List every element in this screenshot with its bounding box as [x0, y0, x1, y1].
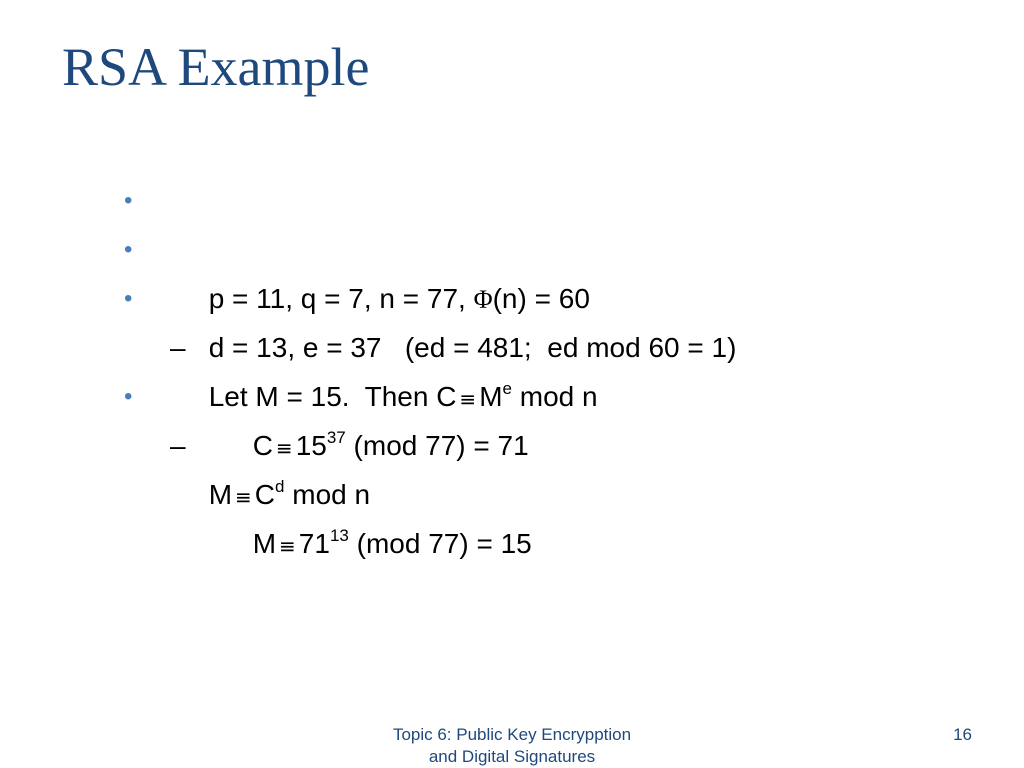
power-exponent: e: [502, 378, 512, 398]
slide-footer: [352, 724, 672, 768]
congruence-symbol: ≡: [279, 534, 296, 558]
sub-bullet-text: (mod 77) = 15: [348, 528, 532, 559]
power-base: 15: [295, 430, 327, 461]
bullet-text: (n) = 60: [492, 283, 590, 314]
bullet-list: [120, 176, 980, 559]
bullet-dot: •: [124, 187, 133, 214]
congruence-symbol: ≡: [459, 387, 477, 411]
sub-bullet-dash: –: [170, 332, 186, 363]
power-exponent: d: [275, 476, 285, 496]
power-base: 71: [298, 528, 330, 559]
congruence-symbol: ≡: [235, 485, 252, 509]
sub-bullet-dash: –: [170, 430, 186, 461]
footer-line-2: and Digital Signatures: [428, 747, 596, 766]
bullet-text: mod n: [511, 381, 598, 412]
bullet-text: M: [208, 479, 233, 510]
bullet-text: d = 13, e = 37 (ed = 481; ed mod 60 = 1): [208, 332, 737, 363]
congruence-symbol: ≡: [275, 436, 293, 460]
sub-bullet-text: (mod 77) = 71: [345, 430, 529, 461]
power-base: M: [479, 381, 503, 412]
bullet-text: Let M = 15. Then C: [208, 381, 457, 412]
bullet-dot: •: [124, 285, 133, 312]
bullet-text: p = 11, q = 7, n = 77,: [208, 283, 474, 314]
bullet-item-primes: [120, 176, 980, 314]
footer-line-1: Topic 6: Public Key Encrypption: [392, 725, 632, 744]
power-exponent: 37: [326, 427, 346, 447]
sub-bullet-text: M: [252, 528, 277, 559]
bullet-dot: •: [124, 236, 133, 263]
slide-number: 16: [953, 725, 972, 744]
bullet-dot: •: [124, 383, 133, 410]
slide-title: RSA Example: [62, 37, 370, 97]
sub-bullet-text: C: [252, 430, 273, 461]
power-exponent: 13: [329, 525, 349, 545]
power-base: C: [254, 479, 276, 510]
phi-symbol: Φ: [473, 285, 493, 314]
bullet-text: mod n: [284, 479, 371, 510]
